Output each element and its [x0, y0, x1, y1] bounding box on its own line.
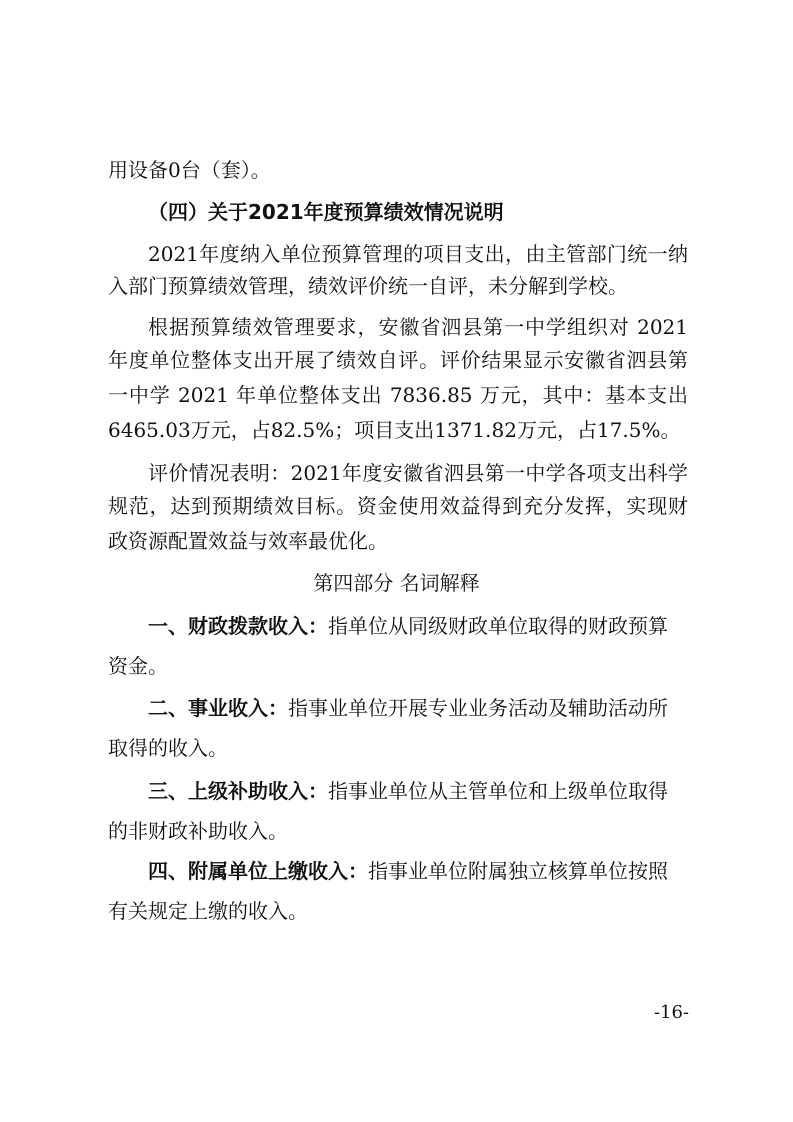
term-entry — [148, 853, 688, 889]
paragraph-line: 用设备0台（套）。 — [108, 158, 271, 182]
part-title: 第四部分 名词解释 — [313, 571, 480, 595]
page-number: -16- — [653, 1002, 689, 1023]
paragraph-line: 有关规定上缴的收入。 — [108, 899, 308, 923]
paragraph-line: 评价情况表明：2021年度安徽省泗县第一中学各项支出科学 — [148, 461, 688, 485]
paragraph-line: 规范，达到预期绩效目标。资金使用效益得到充分发挥，实现财 — [108, 494, 688, 518]
term-definition: 指事业单位开展专业业务活动及辅助活动所 — [288, 696, 668, 720]
paragraph-line: 6465.03万元，占82.5%；项目支出1371.82万元，占17.5%。 — [108, 418, 681, 442]
term-definition: 指事业单位附属独立核算单位按照 — [368, 859, 668, 883]
paragraph-line: 一中学 2021 年单位整体支出 7836.85 万元，其中：基本支出 — [108, 383, 688, 407]
paragraph-line: 入部门预算绩效管理，绩效评价统一自评，未分解到学校。 — [108, 274, 628, 298]
paragraph-line: 2021年度纳入单位预算管理的项目支出，由主管部门统一纳 — [148, 242, 688, 266]
paragraph-line: 根据预算绩效管理要求，安徽省泗县第一中学组织对 2021 — [148, 315, 688, 339]
paragraph-line: 的非财政补助收入。 — [108, 819, 288, 843]
paragraph-line: 政资源配置效益与效率最优化。 — [108, 529, 388, 553]
paragraph-line: 年度单位整体支出开展了绩效自评。评价结果显示安徽省泗县第 — [108, 348, 688, 372]
term-entry — [148, 608, 688, 644]
term-title: 四、附属单位上缴收入： — [148, 859, 368, 883]
term-title: 二、事业收入： — [148, 696, 288, 720]
term-entry — [148, 773, 688, 809]
paragraph-line: 取得的收入。 — [108, 736, 228, 760]
term-entry — [148, 690, 688, 726]
term-title: 一、财政拨款收入： — [148, 614, 328, 638]
term-definition: 指单位从同级财政单位取得的财政预算 — [328, 614, 668, 638]
term-definition: 指事业单位从主管单位和上级单位取得 — [328, 779, 668, 803]
paragraph-line: 资金。 — [108, 654, 168, 678]
term-title: 三、上级补助收入： — [148, 779, 328, 803]
section-heading: （四）关于2021年度预算绩效情况说明 — [148, 200, 504, 224]
